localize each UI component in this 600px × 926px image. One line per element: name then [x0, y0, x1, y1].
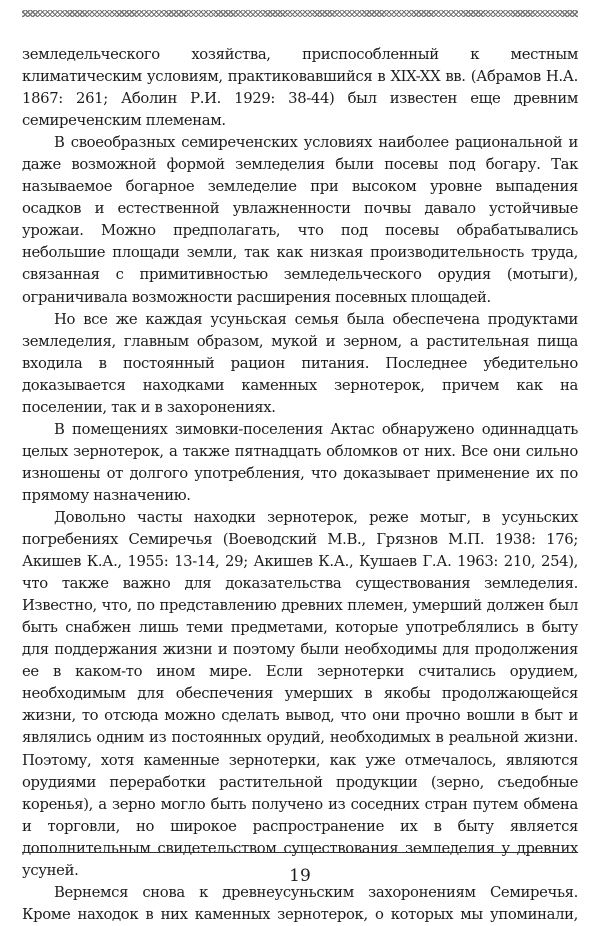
page-number: 19: [289, 866, 311, 886]
paragraph-continued: земледельческого хозяйства, приспособленный к местным климатическим условиям, практиковавшийся в XIX-XX вв. (Абрамов Н.А. 1867: 261; Аболин Р.И. 1929: 38-44) был известен еще древним семиреченским племенам.: [22, 46, 578, 130]
paragraph: Довольно часты находки зернотерок, реже мотыг, в усуньских погребениях Семиречья (Воеводский М.В., Грязнов М.П. 1938: 176; Акишев К.А., 1955: 13-14, 29; Акишев К.А., Кушаев Г.А. 1963: 210, 254), что также важно для доказательства существования земледелия. Известно, что, по представлению древних племен, умерший должен был быть снабжен лишь теми предметами, которые употреблялись в быту для поддержания жизни и поэтому были необходимы для продолжения ее в каком-то ином мире. Если зернотерки считались орудием, необходимым для обеспечения умерших в якобы продолжающейся жизни, то отсюда можно сделать вывод, что они прочно вошли в быт и являлись одним из постоянных орудий, необходимых в реальной жизни. Поэтому, хотя каменные зернотерки, как уже отмечалось, являются орудиями переработки растительной продукции (зерно, съедобные коренья), а зерно могло быть получено из соседних стран путем обмена и торговли, но широкое распространение их в быту является дополнительным свидетельством существования земледелия у древних усуней.: [22, 508, 578, 879]
paragraph: В помещениях зимовки-поселения Актас обнаружено одиннадцать целых зернотерок, а также пятнадцать обломков от них. Все они сильно изношены от долгого употребления, что доказывает применение их по прямому назначению.: [22, 420, 578, 504]
paragraph: В своеобразных семиреченских условиях наиболее рациональной и даже возможной формой земледелия были посевы под богару. Так называемое богарное земледелие при высоком уровне выпадения осадков и естественной увлажненности почвы давало устойчивые урожаи. Можно предполагать, что под посевы обрабатывались небольшие площади земли, так как низкая производительность труда, связанная с примитивностью земледельческого орудия (мотыги), ограничивала возможности расширения посевных площадей.: [22, 134, 578, 306]
decorative-top-border: [22, 10, 578, 17]
paragraph-last: Вернемся снова к древнеусуньским захоронениям Семиречья. Кроме находок в них каменных зернотерок, о которых мы упоминали,: [22, 883, 578, 923]
page-text: [22, 44, 578, 926]
footer-rule: [22, 852, 578, 853]
paragraph: Но все же каждая усуньская семья была обеспечена продуктами земледелия, главным образом, мукой и зерном, а растительная пища входила в постоянный рацион питания. Последнее убедительно доказывается находками каменных зернотерок, причем как на поселении, так и в захоронениях.: [22, 310, 578, 416]
